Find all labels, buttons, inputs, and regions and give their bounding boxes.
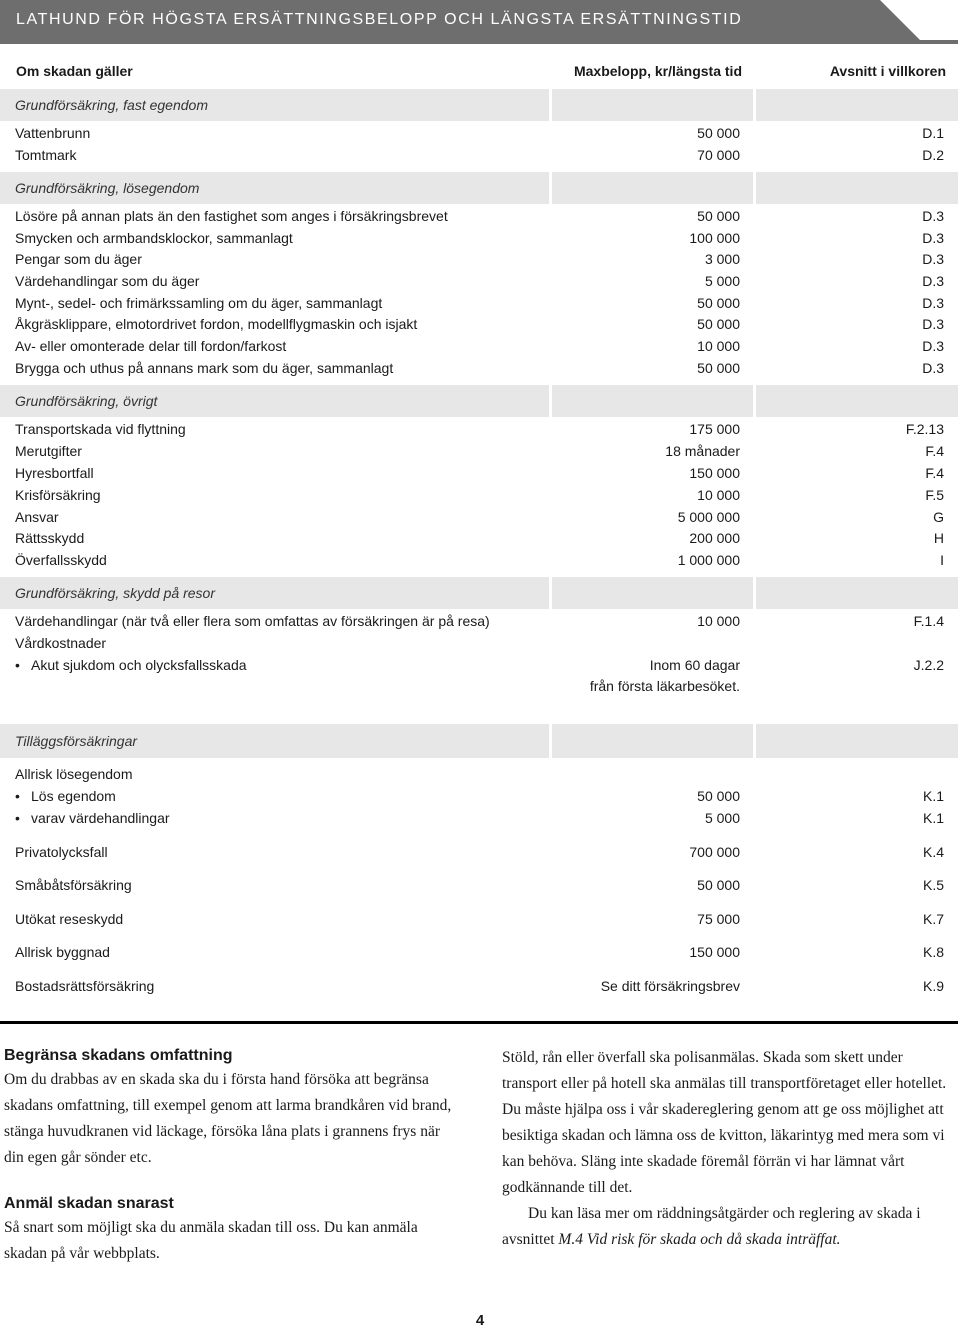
row-ref: F.4 [925,443,944,459]
row-ref: D.3 [922,338,944,354]
row-label: Utökat reseskydd [15,911,124,927]
row-label: Vattenbrunn [15,125,91,141]
row-value: 5 000 [704,810,740,826]
row-label: Lös egendom [31,788,116,804]
table-row [0,766,958,786]
row-label: Överfallsskydd [15,552,107,568]
section-title-fast-egendom: Grundförsäkring, fast egendom [15,97,208,113]
row-value: 100 000 [689,230,740,246]
paragraph-begransa: Om du drabbas av en skada ska du i första hand försöka att begränsa skadans omfattning, till exempel genom att larma brandkåren vid brand, stänga huvudkranen vid läckage, försöka låna plats i grannens frys när din egen går sönder etc. [4,1071,452,1166]
heading-anmal: Anmäl skadan snarast [4,1195,174,1212]
table-row [0,338,958,358]
table-row [0,147,958,167]
row-ref: D.3 [922,360,944,376]
row-value: 700 000 [689,844,740,860]
section-title-losegendom: Grundförsäkring, lösegendom [15,180,200,196]
table-row [0,657,958,677]
table-row [0,552,958,572]
row-value: 1 000 000 [677,552,740,568]
row-label: Brygga och uthus på annans mark som du äger, sammanlagt [15,360,394,376]
row-value: 10 000 [697,338,740,354]
row-value: 75 000 [697,911,740,927]
divider-rule [0,1021,958,1024]
header-col-max: Maxbelopp, kr/längsta tid [573,63,742,79]
table-row [0,530,958,550]
left-text-column [4,1045,460,1267]
row-value: 50 000 [697,316,740,332]
row-value: 50 000 [697,877,740,893]
table-row [0,844,958,864]
row-label: Bostadsrättsförsäkring [15,978,155,994]
bullet-icon: • [15,810,20,826]
section-band [0,724,958,758]
section-title-tillagg: Tilläggsförsäkringar [15,733,138,749]
row-ref: D.2 [922,147,944,163]
row-label: Småbåtsförsäkring [15,877,132,893]
row-value: 70 000 [697,147,740,163]
page-number: 4 [475,1312,485,1329]
table-row [0,251,958,271]
row-ref: F.4 [925,465,944,481]
row-value: Inom 60 dagar [649,657,740,673]
row-ref: K.5 [922,877,944,893]
paragraph-las-mer [502,1201,958,1253]
header-banner [0,0,958,44]
row-label: Krisförsäkring [15,487,101,503]
table-row [0,360,958,380]
table-row [0,613,958,633]
row-value: 5 000 000 [677,509,740,525]
row-ref: D.3 [922,230,944,246]
header-col-section: Avsnitt i villkoren [829,63,946,79]
row-ref: D.1 [922,125,944,141]
table-row [0,978,958,998]
table-row [0,810,958,830]
row-ref: K.9 [922,978,944,994]
row-ref: F.1.4 [913,613,944,629]
paragraph-las-mer-text: Du kan läsa mer om räddningsåtgärder och reglering av skada i avsnittet [502,1205,921,1248]
row-label: Ansvar [15,509,59,525]
banner-title: LATHUND FÖR HÖGSTA ERSÄTTNINGSBELOPP OCH LÄNGSTA ERSÄTTNINGSTID [16,11,743,28]
row-label: Privatolycksfall [15,844,108,860]
table-row [0,911,958,931]
table-row [0,443,958,463]
row-ref: J.2.2 [913,657,944,673]
row-ref: D.3 [922,295,944,311]
row-ref: F.2.13 [905,421,944,437]
row-ref: F.5 [925,487,944,503]
row-ref: D.3 [922,273,944,289]
table-row [0,230,958,250]
row-label: Rättsskydd [15,530,85,546]
row-label: Pengar som du äger [15,251,142,267]
table-row [0,944,958,964]
table-row [0,125,958,145]
table-row [0,316,958,336]
table-row [0,788,958,808]
row-ref: G [933,509,944,525]
table-row [0,635,958,655]
row-label: Hyresbortfall [15,465,94,481]
heading-begransa: Begränsa skadans omfattning [4,1047,233,1064]
paragraph-stold: Stöld, rån eller överfall ska polisanmälas. Skada som skett under transport eller på hotell ska anmälas till transportföretaget eller hotellet. Du måste hjälpa oss i vår skadereglering genom att ge oss möjlighet att besiktiga skadan och lämna oss de kvitton, läkarintyg med mera som vi kan behöva. Släng inte skadade föremål förrän vi har lämnat vårt godkännande till det. [502,1049,947,1196]
row-ref: K.8 [922,944,944,960]
table-row [0,208,958,228]
row-value: 150 000 [689,944,740,960]
table-row [0,465,958,485]
row-value: 50 000 [697,125,740,141]
table-row [0,421,958,441]
section-title-resor: Grundförsäkring, skydd på resor [15,585,215,601]
row-value: 10 000 [697,487,740,503]
row-value: från första läkarbesöket. [589,678,740,694]
row-label: Värdehandlingar (när två eller flera som omfattas av försäkringen är på resa) [15,613,490,629]
table-row [0,273,958,293]
row-label: Akut sjukdom och olycksfallsskada [31,657,247,673]
table-row [0,509,958,529]
row-value: 18 månader [665,443,740,459]
row-label: Av- eller omonterade delar till fordon/farkost [15,338,287,354]
right-text-column [502,1045,958,1253]
row-value: 175 000 [689,421,740,437]
paragraph-anmal: Så snart som möjligt ska du anmäla skadan till oss. Du kan anmäla skadan på vår webbplats. [4,1219,418,1262]
section-reference: M.4 Vid risk för skada och då skada inträffat. [558,1231,841,1248]
header-col-subject: Om skadan gäller [16,63,133,79]
row-label: Åkgräsklippare, elmotordrivet fordon, modellflygmaskin och isjakt [15,316,418,332]
row-label: Allrisk lösegendom [15,766,133,782]
table-row [0,678,958,698]
row-ref: K.7 [922,911,944,927]
row-label: Tomtmark [15,147,77,163]
row-value: 50 000 [697,788,740,804]
row-label: varav värdehandlingar [31,810,170,826]
bullet-icon: • [15,657,20,673]
row-value: 50 000 [697,360,740,376]
row-ref: K.1 [922,810,944,826]
row-label: Lösöre på annan plats än den fastighet som anges i försäkringsbrevet [15,208,448,224]
row-value: 5 000 [704,273,740,289]
row-label: Merutgifter [15,443,82,459]
row-ref: K.1 [922,788,944,804]
row-label: Smycken och armbandsklockor, sammanlagt [15,230,293,246]
row-value: 10 000 [697,613,740,629]
row-label: Allrisk byggnad [15,944,110,960]
bullet-icon: • [15,788,20,804]
row-ref: D.3 [922,316,944,332]
row-ref: D.3 [922,208,944,224]
row-ref: D.3 [922,251,944,267]
row-value: 50 000 [697,208,740,224]
row-ref: K.4 [922,844,944,860]
row-value: 200 000 [689,530,740,546]
row-value: Se ditt försäkringsbrev [600,978,740,994]
table-row [0,295,958,315]
row-label: Transportskada vid flyttning [15,421,186,437]
row-label: Värdehandlingar som du äger [15,273,200,289]
table-row [0,487,958,507]
row-label: Vårdkostnader [15,635,107,651]
row-ref: I [940,552,944,568]
section-title-ovrigt: Grundförsäkring, övrigt [15,393,158,409]
row-label: Mynt-, sedel- och frimärkssamling om du äger, sammanlagt [15,295,383,311]
row-value: 3 000 [704,251,740,267]
table-row [0,877,958,897]
row-ref: H [933,530,944,546]
row-value: 150 000 [689,465,740,481]
row-value: 50 000 [697,295,740,311]
